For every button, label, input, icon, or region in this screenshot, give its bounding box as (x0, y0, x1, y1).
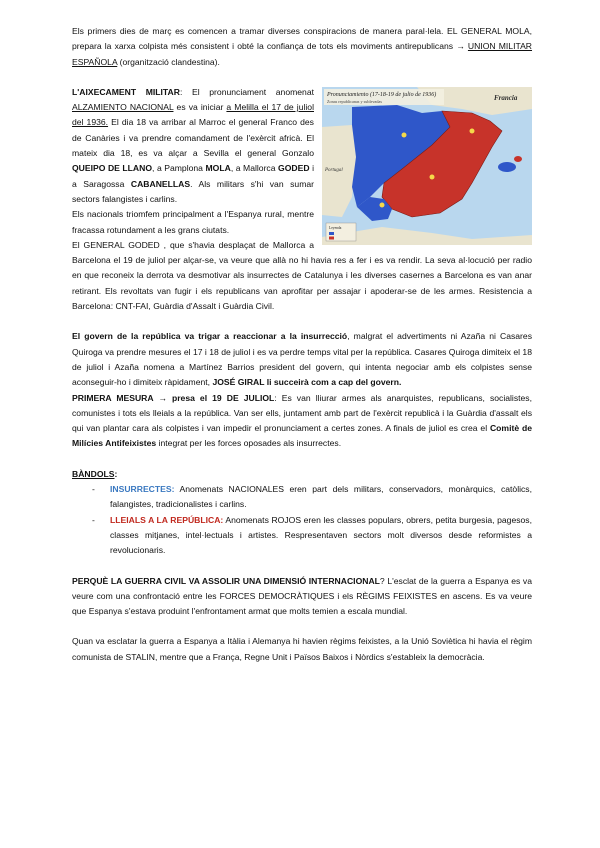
text: Anomenats ROJOS eren les classes populars, obrers, petita burgesia, pagesos, classes mitjanes, intel·lectuals i artistes. Respresentaven sectors molt diversos desde reformistes a revolucionaris. (110, 514, 532, 556)
menorca (514, 156, 522, 162)
lleials-label: LLEIALS A LA REPÚBLICA: (110, 514, 224, 525)
paragraph-goded: El GENERAL GODED , que s'havia desplaçat de Mallorca a Barcelona el 19 de juliol per alçar-se, va veure que allà no hi havia res a fer i es va rendir. La seva al·locució per radio en que reconeix la derrota va desmotivar als insurrectes de Catalunya i les diverses casernes a Barcelona es van anar retirant. Els revoltats van fugir i els republicans van aprofitar per assajar i apoderar-se de les armes. Resistencia a Barcelona: CNT-FAI, Guàrdia d'Assalt i Guàrdia Civil. (72, 239, 532, 312)
legend-swatch-republicana (329, 236, 334, 239)
alzamiento-date: a Melilla el 17 de juliol del 1936. (72, 102, 314, 128)
map-legend-title: Leyenda (329, 225, 342, 230)
marker-icon (470, 128, 475, 133)
marker-icon (380, 202, 385, 207)
text: , malgrat el advertiments ni Azaña ni Casares Quiroga va prendre mesures el 17 i 18 de juliol i es va perdre temps vital per la república. Casares Quiroga dimiteix el 18 de juliol i Azaña nomena a Martínez Barrios president del govern, qui intenta negociar amb els colpistes sense aconseguir-ho i dimiteix ràpidament, (72, 331, 532, 388)
bandols-title: BÀNDOLS (72, 468, 115, 479)
map-title: Pronunciamiento (17-18-19 de julio de 1936) (327, 91, 437, 98)
text: ? L'esclat de la guerra a Espanya es va veure com una confrontació entre les FORCES DEMOCRÀTIQUES i els RÈGIMS FEIXISTES en ascens. Es va veure que Espanya s'estava produint l'enfrontament armat que molts temien a escala mundial. (72, 575, 533, 617)
list-item (110, 513, 532, 559)
paragraph-internacional (72, 574, 532, 620)
text: Anomenats NACIONALES eren part dels militars, conservadors, monàrquics, catòlics, falangistes, tradicionalistes i carlins. (110, 484, 532, 510)
text: es va iniciar (173, 102, 227, 113)
marker-icon (402, 132, 407, 137)
map-subtitle: Zonas republicanas y sublevadas (327, 98, 383, 104)
map-label-portugal: Portugal (325, 167, 343, 173)
map-label-france: Francia (494, 93, 518, 102)
text: , a Pamplona (152, 163, 206, 174)
paragraph-regims: Quan va esclatar la guerra a Espanya a Itàlia i Alemanya hi havien règims feixistes, a la Unió Soviètica hi havia el règim comunista de STALIN, mentre que a França, Regne Unit i Països Baixos i Nòrdics s'estableix la democràcia. (72, 636, 532, 662)
queipo-de-llano: QUEIPO DE LLANO (72, 163, 153, 174)
legend-swatch-nacional (329, 232, 334, 235)
text: : Es van lliurar armes als anarquistes, republicans, socialistes, comunistes i tots els lleials a la república. Van ser ells, juntament amb part de l'exèrcit republicà i la Guàrdia d'assalt els qui van plantar cara als colpistes i van impedir el pronunciament a certes zones. A finals de juliol es crea el (72, 392, 532, 434)
paragraph-nacionals: Els nacionals triomfem principalment a l'Espanya rural, mentre fracassa rotundament a les grans ciutats. (72, 209, 314, 235)
aixecament-title: L'AIXECAMENT MILITAR (72, 86, 180, 97)
cabanellas: CABANELLAS (130, 178, 191, 189)
internacional-heading: PERQUÈ LA GUERRA CIVIL VA ASSOLIR UNA DIMENSIÓ INTERNACIONAL (72, 575, 380, 586)
text: . Als militars s'hi van sumar sectors falangistes i carlins. (72, 178, 314, 204)
text: i a Saragossa (72, 163, 315, 189)
balearic-islands (498, 162, 516, 172)
mola: MOLA (205, 163, 231, 174)
marker-icon (430, 174, 435, 179)
jose-giral: JOSÉ GIRAL li succeirà com a cap del govern. (212, 377, 402, 388)
union-militar-link: UNION MILITAR ESPAÑOLA (72, 41, 533, 67)
text: (organització clandestina). (117, 56, 220, 67)
paragraph-primera-mesura (72, 391, 532, 452)
text: integrat per les forces oposades als insurrectes. (156, 438, 342, 449)
comite-milicies: Comitè de Milícies Antifeixistes (72, 423, 532, 449)
text: : El pronunciament anomenat (179, 86, 314, 97)
bandols-colon: : (114, 468, 118, 479)
goded: GODED (278, 163, 310, 174)
text: Els primers dies de març es comencen a tramar diverses conspiracions de manera paral·lela. EL GENERAL MOLA, prepara la xarxa colpista més consistent i obté la confiança de tots els moviments antirepublicans → (72, 26, 532, 52)
insurrectes-label: INSURRECTES: (110, 484, 175, 495)
bandols-heading (72, 467, 532, 482)
spain-map-figure (322, 87, 532, 245)
text: , a Mallorca (230, 163, 279, 174)
primera-mesura-heading: PRIMERA MESURA → presa el 19 DE JULIOL (72, 392, 275, 403)
document-page (72, 24, 532, 665)
govern-heading: El govern de la república va trigar a reaccionar a la insurrecció (72, 331, 348, 342)
paragraph-govern (72, 329, 532, 390)
alzamiento-nacional: ALZAMIENTO NACIONAL (72, 102, 174, 113)
paragraph-conspiracions (72, 24, 532, 70)
text: El dia 18 va arribar al Marroc el general Franco des de Canàries i va prendre comandament de l'exèrcit africà. El mateix dia 18, es va alçar a Sevilla el general Gonzalo (72, 117, 314, 159)
list-item (110, 482, 532, 513)
bandols-list (72, 482, 532, 558)
